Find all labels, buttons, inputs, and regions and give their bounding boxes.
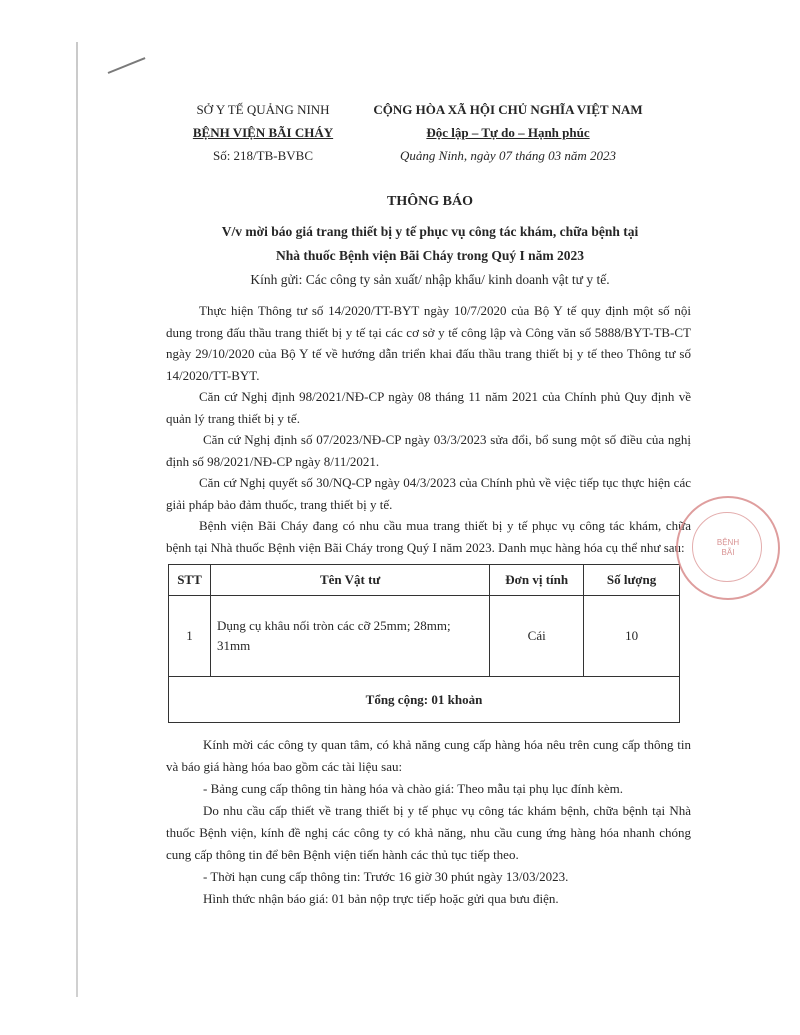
table-row — [169, 596, 680, 677]
total-cell: Tổng cộng: 01 khoản — [169, 677, 680, 723]
cell-quantity: 10 — [584, 596, 680, 677]
stamp-text — [698, 538, 758, 558]
table-header-row — [169, 565, 680, 596]
header-left — [168, 98, 358, 167]
stamp-text-line-2: BÃI — [721, 548, 735, 557]
motto: Độc lập – Tự do – Hạnh phúc — [426, 125, 590, 140]
paragraph: Căn cứ Nghị định 98/2021/NĐ-CP ngày 08 tháng 11 năm 2021 của Chính phủ Quy định về quản lý trang thiết bị y tế. — [166, 389, 691, 426]
paragraph: Kính mời các công ty quan tâm, có khả năng cung cấp hàng hóa nêu trên cung cấp thông tin và báo giá hàng hóa bao gồm các tài liệu sau: — [166, 737, 691, 774]
cell-stt: 1 — [169, 596, 211, 677]
paragraph: Do nhu cầu cấp thiết về trang thiết bị y tế phục vụ công tác khám bệnh, chữa bệnh tại Nhà thuốc Bệnh viện, kính đề nghị các công ty có khả năng, nhu cầu cung ứng hàng hóa nhanh chóng cung cấp thông tin để bên Bệnh viện tiến hành các thủ tục tiếp theo. — [166, 803, 691, 862]
reference-number: Số: 218/TB-BVBC — [212, 148, 314, 163]
goods-table — [168, 564, 680, 723]
cell-unit: Cái — [490, 596, 584, 677]
body-bottom — [166, 734, 691, 910]
paragraph: Thực hiện Thông tư số 14/2020/TT-BYT ngày 10/7/2020 của Bộ Y tế quy định một số nội dung trong đấu thầu trang thiết bị y tế tại các cơ sở y tế công lập và Công văn số 5888/BYT-TB-CT ngày 29/10/2020 của Bộ Y tế về hướng dẫn triển khai đấu thầu trang thiết bị y tế theo Thông tư số 14/2020/TT-BYT. — [166, 303, 691, 383]
column-header-unit: Đơn vị tính — [490, 565, 584, 596]
paragraph: Bệnh viện Bãi Cháy đang có nhu cầu mua trang thiết bị y tế phục vụ công tác khám, chữa bệnh tại Nhà thuốc Bệnh viện Bãi Cháy trong Quý I năm 2023. Danh mục hàng hóa cụ thể như sau: — [166, 518, 691, 555]
country-name: CỘNG HÒA XÃ HỘI CHỦ NGHĨA VIỆT NAM — [373, 102, 643, 117]
table-total-row — [169, 677, 680, 723]
paragraph: Căn cứ Nghị định số 07/2023/NĐ-CP ngày 03/3/2023 sửa đổi, bổ sung một số điều của nghị định số 98/2021/NĐ-CP ngày 8/11/2021. — [166, 432, 691, 469]
column-header-item: Tên Vật tư — [210, 565, 489, 596]
recipient-line: Kính gửi: Các công ty sản xuất/ nhập khẩu/ kinh doanh vật tư y tế. — [250, 272, 610, 287]
paragraph: Căn cứ Nghị quyết số 30/NQ-CP ngày 04/3/2023 của Chính phủ về việc tiếp tục thực hiện các giải pháp bảo đảm thuốc, trang thiết bị y tế. — [166, 475, 691, 512]
subject-line-1: V/v mời báo giá trang thiết bị y tế phục vụ công tác khám, chữa bệnh tại — [221, 224, 639, 239]
paragraph: - Thời hạn cung cấp thông tin: Trước 16 giờ 30 phút ngày 13/03/2023. — [203, 869, 569, 884]
subject-line-2: Nhà thuốc Bệnh viện Bãi Cháy trong Quý I năm 2023 — [275, 248, 585, 263]
header-right — [368, 98, 648, 167]
hospital-name: BỆNH VIỆN BÃI CHÁY — [192, 125, 334, 140]
paragraph: - Bảng cung cấp thông tin hàng hóa và chào giá: Theo mẫu tại phụ lục đính kèm. — [203, 781, 623, 796]
paragraph: Hình thức nhận báo giá: 01 bản nộp trực tiếp hoặc gửi qua bưu điện. — [203, 891, 559, 906]
ministry-name: SỞ Y TẾ QUẢNG NINH — [196, 102, 330, 117]
column-header-quantity: Số lượng — [584, 565, 680, 596]
body-top — [166, 300, 691, 558]
stamp — [676, 496, 780, 600]
title-block — [150, 190, 710, 292]
cell-item: Dụng cụ khâu nối tròn các cỡ 25mm; 28mm; 31mm — [210, 596, 489, 677]
stamp-text-line-1: BỆNH — [716, 538, 740, 547]
document-date: Quảng Ninh, ngày 07 tháng 03 năm 2023 — [400, 148, 616, 163]
column-header-stt: STT — [169, 565, 211, 596]
document-heading: THÔNG BÁO — [387, 194, 473, 209]
